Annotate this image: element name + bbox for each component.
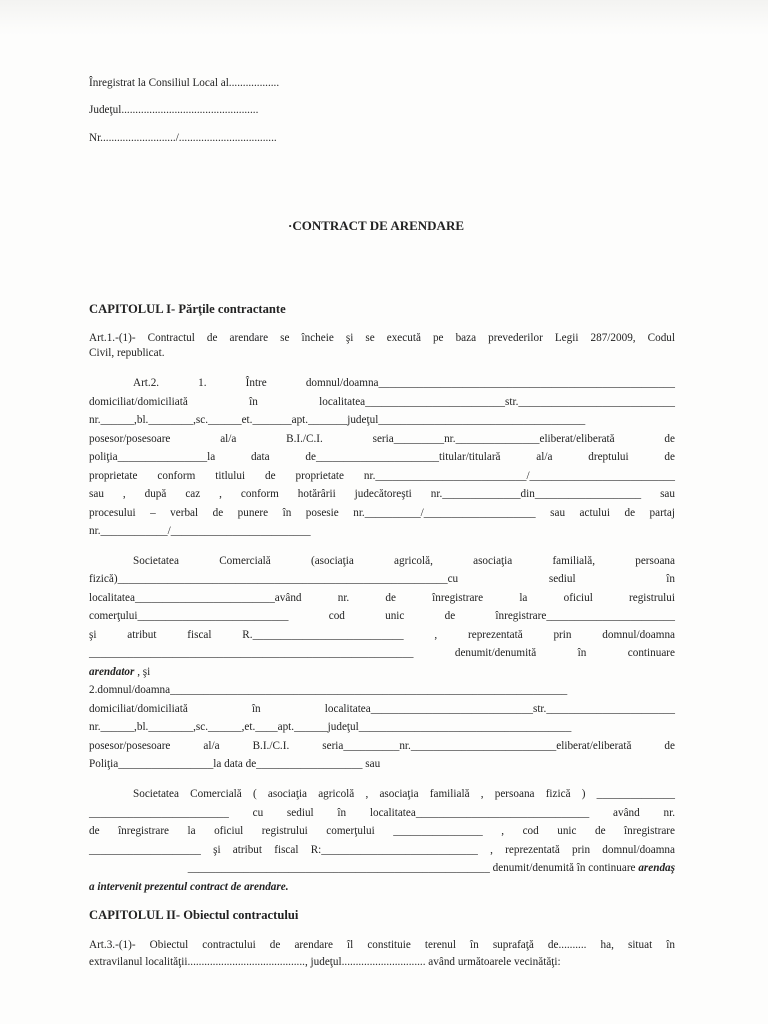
art2-lessee-company-line: de înregistrare la oficiul registrului comerţului ________________ , cod unic de înregistrare (89, 825, 675, 837)
art2-lessee-company-line: ______________________________________________________ denumit/denumită în continuare (187, 862, 636, 874)
art2-lessor-company-line: __________________________________________________________ denumit/denumită în continuare (89, 647, 675, 659)
chapter-2-heading: CAPITOLUL II- Obiectul contractului (89, 908, 299, 922)
art2-lessee-company-line: ____________________ şi atribut fiscal R:____________________________ , reprezentată prin domnul/doamna (89, 844, 675, 856)
art2-lessor-line: nr.______,bl.________,sc.______et._______apt._______judeţul_____________________________________ (89, 414, 586, 426)
art2-lessor-line: sau , după caz , conform hotărârii judecătoreşti nr.______________din___________________ sau (89, 488, 675, 500)
art2-lessor-company-line: localitatea_________________________având nr. de înregistrare la oficiul registrului (89, 592, 675, 604)
scan-shadow (0, 0, 768, 36)
art2-lessee-line: 2.domnul/doamna_______________________________________________________________________ (89, 684, 568, 696)
art2-lessor-line: domiciliat/domiciliată în localitatea_________________________str.____________________________ (89, 396, 675, 408)
art3-line: extravilanul localităţii.........................................., judeţul.............................. având următoarele vecinătăţi: (89, 956, 561, 968)
chapter-1-heading: CAPITOLUL I- Părţile contractante (89, 302, 286, 316)
art2-lessor-company-line: comerţului___________________________ cod unic de înregistrare_______________________ (89, 610, 675, 622)
registration-line: Înregistrat la Consiliul Local al.................. (89, 77, 280, 89)
lessor-designation (89, 665, 150, 679)
art2-lessor-company-line: şi atribut fiscal R.___________________________ , reprezentată prin domnul/doamna (89, 629, 675, 641)
art2-lessee-line: posesor/posesoare al/a B.I./C.I. seria__________nr.__________________________eliberat/eliberată de (89, 740, 675, 752)
county-line: Judeţul................................................. (89, 104, 259, 116)
lessee-label: arendaş (638, 862, 675, 874)
art1-line: Civil, republicat. (89, 347, 165, 359)
art2-lessor-line: poliţia________________la data de______________________titular/titulară al/a dreptului de (89, 451, 675, 463)
lessor-label: arendator (89, 666, 135, 678)
art2-lessee-line: domiciliat/domiciliată în localitatea_____________________________str._______________________ (89, 703, 675, 715)
art2-lessor-company-line: Societatea Comercială (asociaţia agricolă, asociaţia familială, persoana (133, 555, 675, 567)
contract-closing: a intervenit prezentul contract de arendare. (89, 881, 289, 893)
art2-lessee-line: nr.______,bl.________,sc.______,et.____apt.______judeţul______________________________________ (89, 721, 572, 733)
number-line: Nr.........................../................................... (89, 132, 277, 144)
art2-lessor-line: procesului – verbal de punere în posesie nr.__________/____________________ sau actului de partaj (89, 507, 675, 519)
lessee-designation (89, 861, 675, 875)
art1-line: Art.1.-(1)- Contractul de arendare se încheie şi se execută pe baza prevederilor Legii 287/2009, Codul (89, 332, 675, 344)
art2-lessor-line: posesor/posesoare al/a B.I./C.I. seria_________nr._______________eliberat/eliberată de (89, 433, 675, 445)
document-title: ·CONTRACT DE ARENDARE (288, 218, 465, 233)
art2-lessee-company-line: _________________________ cu sediul în localitatea_______________________________ având nr. (89, 807, 675, 819)
lessor-suffix: , şi (134, 666, 151, 678)
art2-lessor-line: proprietate conform titlului de proprietate nr.___________________________/__________________________ (89, 470, 675, 482)
art2-lessor-line: Art.2. 1. Între domnul/doamna_____________________________________________________ (133, 377, 675, 389)
art2-lessor-company-line: fizică)___________________________________________________________cu sediul în (89, 573, 675, 585)
art2-lessor-line: nr.____________/_________________________ (89, 525, 311, 537)
art3-line: Art.3.-(1)- Obiectul contractului de arendare îl constituie terenul în suprafaţă de.......... ha, situat în (89, 939, 675, 951)
art2-lessee-company-line: Societatea Comercială ( asociaţia agricolă , asociaţia familială , persoana fizică ) ______________ (133, 788, 675, 800)
art2-lessee-line: Poliţia_________________la data de___________________ sau (89, 758, 381, 770)
